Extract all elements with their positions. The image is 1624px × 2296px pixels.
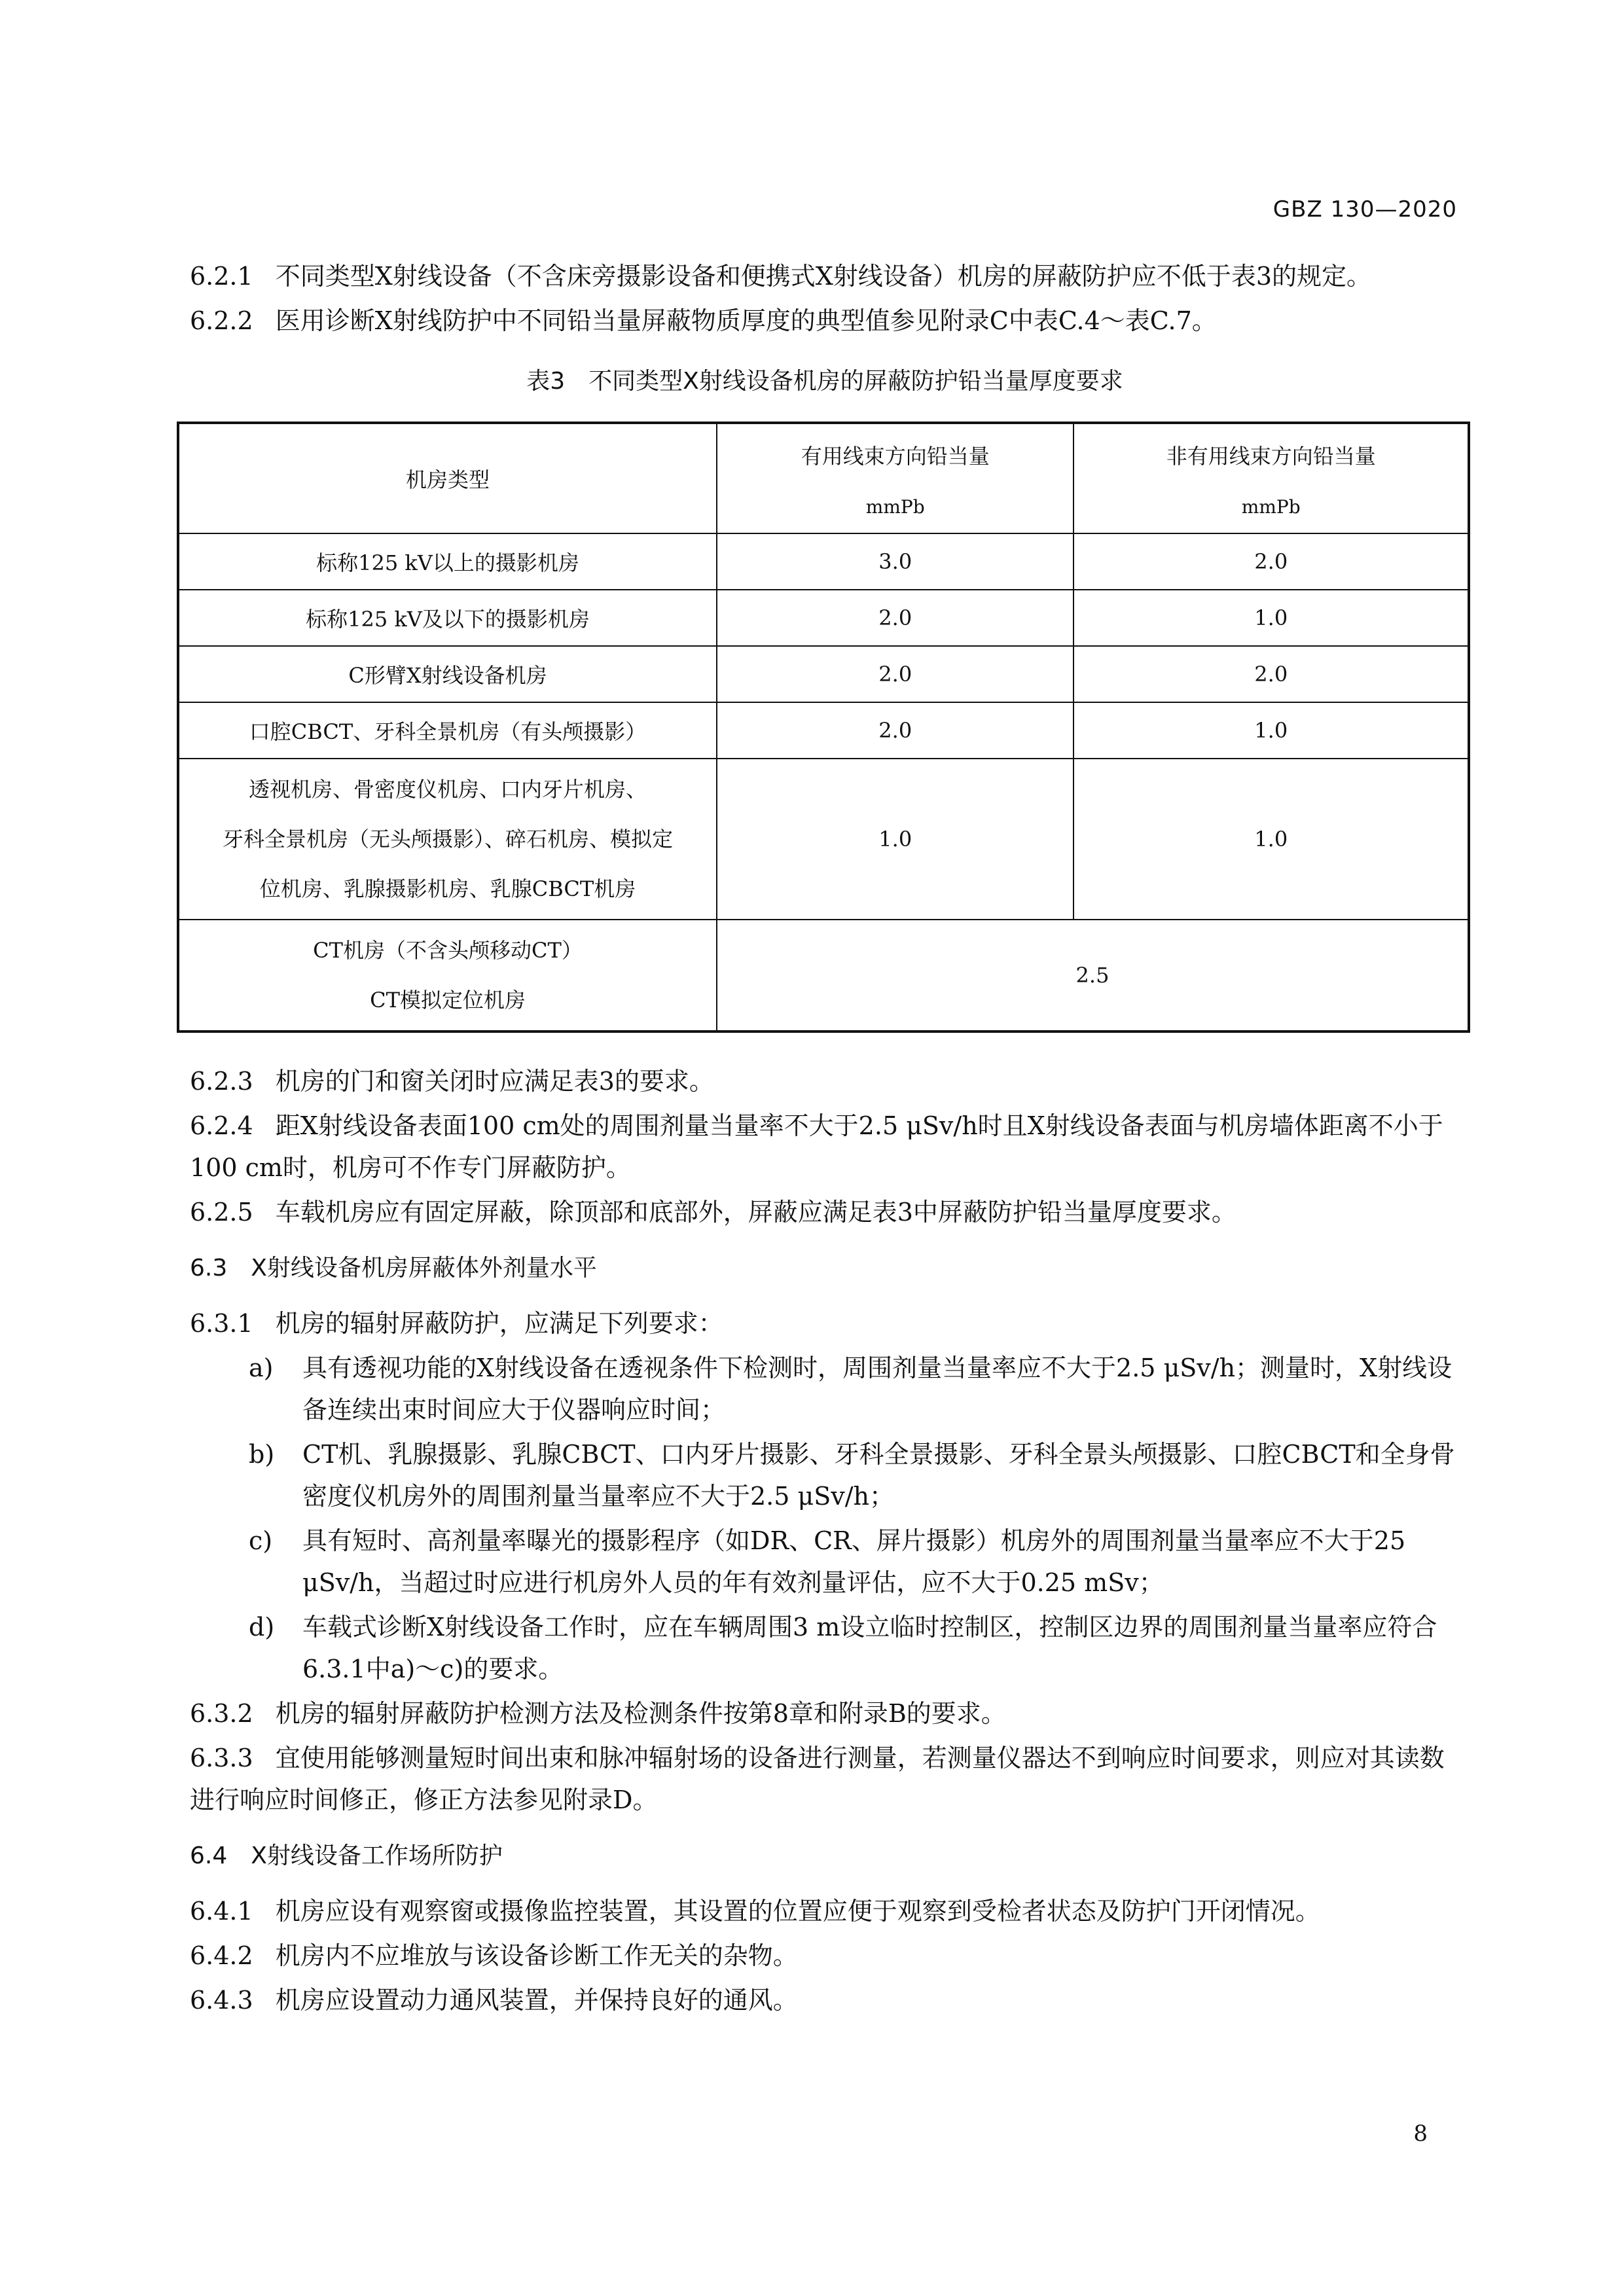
clause-6-4-2 bbox=[190, 1935, 1460, 1977]
table-header-row bbox=[178, 423, 1469, 533]
useful-value-cell: 2.0 bbox=[717, 646, 1074, 702]
list-item-text: 具有短时、高剂量率曝光的摄影程序（如DR、CR、屏片摄影）机房外的周围剂量当量率应不大于25 μSv/h，当超过时应进行机房外人员的年有效剂量评估，应不大于0.25 mSv； bbox=[302, 1526, 1406, 1597]
list-item bbox=[249, 1347, 1460, 1431]
table-row bbox=[178, 533, 1469, 590]
clause-number: 6.3.3 bbox=[190, 1744, 253, 1772]
clause-number: 6.2.4 bbox=[190, 1111, 253, 1140]
list-marker: d) bbox=[249, 1613, 275, 1641]
room-type-cell bbox=[178, 759, 717, 920]
header-useful-beam bbox=[717, 423, 1074, 533]
non-useful-value-cell: 1.0 bbox=[1074, 759, 1469, 920]
list-marker: a) bbox=[249, 1354, 274, 1382]
lead-equivalent-table bbox=[177, 422, 1470, 1033]
clause-number: 6.4.2 bbox=[190, 1941, 253, 1970]
clause-text: 机房的门和窗关闭时应满足表3的要求。 bbox=[275, 1067, 714, 1096]
list-item-text: 具有透视功能的X射线设备在透视条件下检测时，周围剂量当量率应不大于2.5 μSv/h；测量时，X射线设备连续出束时间应大于仪器响应时间； bbox=[302, 1354, 1453, 1424]
table-row bbox=[178, 759, 1469, 920]
page-number: 8 bbox=[1413, 2121, 1428, 2147]
header-unit: mmPb bbox=[1241, 495, 1301, 518]
table-row bbox=[178, 702, 1469, 759]
clause-6-2-2 bbox=[190, 300, 1460, 342]
non-useful-value-cell: 1.0 bbox=[1074, 702, 1469, 759]
clause-6-4-1 bbox=[190, 1890, 1460, 1932]
list-item-text: 车载式诊断X射线设备工作时，应在车辆周围3 m设立临时控制区，控制区边界的周围剂量当量率应符合6.3.1中a)～c)的要求。 bbox=[302, 1613, 1437, 1683]
clause-number: 6.2.1 bbox=[190, 262, 253, 291]
clause-text: 医用诊断X射线防护中不同铅当量屏蔽物质厚度的典型值参见附录C中表C.4～表C.7。 bbox=[275, 306, 1217, 335]
clause-number: 6.2.3 bbox=[190, 1067, 253, 1096]
clause-6-3-2 bbox=[190, 1693, 1460, 1734]
clause-6-3-3 bbox=[190, 1737, 1460, 1821]
header-room-type: 机房类型 bbox=[178, 423, 717, 533]
useful-value-cell: 1.0 bbox=[717, 759, 1074, 920]
clause-6-2-1 bbox=[190, 255, 1460, 297]
clause-text: 机房应设置动力通风装置，并保持良好的通风。 bbox=[275, 1986, 798, 2015]
page-content bbox=[190, 255, 1460, 2024]
clause-text: 距X射线设备表面100 cm处的周围剂量当量率不大于2.5 μSv/h时且X射线设备表面与机房墙体距离不小于100 cm时，机房可不作专门屏蔽防护。 bbox=[190, 1111, 1443, 1182]
clause-number: 6.3.1 bbox=[190, 1309, 253, 1338]
standard-number-header: GBZ 130—2020 bbox=[1272, 196, 1457, 223]
clause-text: 车载机房应有固定屏蔽，除顶部和底部外，屏蔽应满足表3中屏蔽防护铅当量厚度要求。 bbox=[275, 1198, 1236, 1227]
header-non-useful-beam-label: 非有用线束方向铅当量 bbox=[1166, 443, 1376, 469]
clause-text: 机房应设有观察窗或摄像监控装置，其设置的位置应便于观察到受检者状态及防护门开闭情况。 bbox=[275, 1897, 1320, 1926]
header-useful-beam-label: 有用线束方向铅当量 bbox=[801, 443, 990, 469]
list-item bbox=[249, 1520, 1460, 1604]
room-type-line: 位机房、乳腺摄影机房、乳腺CBCT机房 bbox=[259, 876, 636, 901]
list-marker: c) bbox=[249, 1526, 273, 1555]
clause-text: 机房的辐射屏蔽防护，应满足下列要求： bbox=[275, 1309, 723, 1338]
room-type-line: CT模拟定位机房 bbox=[370, 988, 526, 1013]
clause-text: 机房内不应堆放与该设备诊断工作无关的杂物。 bbox=[275, 1941, 798, 1970]
header-unit: mmPb bbox=[865, 495, 925, 518]
table-row bbox=[178, 646, 1469, 702]
clause-text: 不同类型X射线设备（不含床旁摄影设备和便携式X射线设备）机房的屏蔽防护应不低于表3的规定。 bbox=[275, 262, 1371, 291]
non-useful-value-cell: 2.0 bbox=[1074, 533, 1469, 590]
table-row bbox=[178, 590, 1469, 646]
useful-value-cell: 3.0 bbox=[717, 533, 1074, 590]
room-type-cell: 标称125 kV以上的摄影机房 bbox=[178, 533, 717, 590]
useful-value-cell: 2.0 bbox=[717, 702, 1074, 759]
clause-number: 6.2.2 bbox=[190, 306, 253, 335]
clause-number: 6.4.3 bbox=[190, 1986, 253, 2015]
room-type-line: 透视机房、骨密度仪机房、口内牙片机房、 bbox=[248, 777, 647, 802]
clause-6-2-3 bbox=[190, 1060, 1460, 1102]
clause-number: 6.2.5 bbox=[190, 1198, 253, 1227]
room-type-cell: 口腔CBCT、牙科全景机房（有头颅摄影） bbox=[178, 702, 717, 759]
non-useful-value-cell: 1.0 bbox=[1074, 590, 1469, 646]
list-item bbox=[249, 1433, 1460, 1517]
list-item-text: CT机、乳腺摄影、乳腺CBCT、口内牙片摄影、牙科全景摄影、牙科全景头颅摄影、口腔CBCT和全身骨密度仪机房外的周围剂量当量率应不大于2.5 μSv/h； bbox=[302, 1440, 1455, 1511]
clause-6-2-5 bbox=[190, 1191, 1460, 1233]
requirement-list bbox=[249, 1347, 1460, 1690]
clause-6-4-3 bbox=[190, 1979, 1460, 2021]
clause-number: 6.4.1 bbox=[190, 1897, 253, 1926]
room-type-cell: 标称125 kV及以下的摄影机房 bbox=[178, 590, 717, 646]
list-marker: b) bbox=[249, 1440, 275, 1469]
list-item bbox=[249, 1606, 1460, 1690]
clause-text: 宜使用能够测量短时间出束和脉冲辐射场的设备进行测量，若测量仪器达不到响应时间要求，则应对其读数进行响应时间修正，修正方法参见附录D。 bbox=[190, 1744, 1445, 1814]
clause-number: 6.3.2 bbox=[190, 1699, 253, 1728]
clause-6-3-1 bbox=[190, 1302, 1460, 1344]
room-type-line: 牙科全景机房（无头颅摄影）、碎石机房、模拟定 bbox=[222, 827, 673, 852]
clause-6-2-4 bbox=[190, 1105, 1460, 1189]
section-heading-6-3: 6.3 X射线设备机房屏蔽体外剂量水平 bbox=[190, 1255, 597, 1282]
room-type-cell: C形臂X射线设备机房 bbox=[178, 646, 717, 702]
useful-value-cell: 2.0 bbox=[717, 590, 1074, 646]
merged-value-cell: 2.5 bbox=[717, 920, 1469, 1031]
table-caption: 表3 不同类型X射线设备机房的屏蔽防护铅当量厚度要求 bbox=[526, 368, 1123, 395]
clause-text: 机房的辐射屏蔽防护检测方法及检测条件按第8章和附录B的要求。 bbox=[275, 1699, 1006, 1728]
room-type-line: CT机房（不含头颅移动CT） bbox=[313, 938, 583, 963]
room-type-cell bbox=[178, 920, 717, 1031]
header-non-useful-beam bbox=[1074, 423, 1469, 533]
section-heading-6-4: 6.4 X射线设备工作场所防护 bbox=[190, 1842, 503, 1869]
table-row bbox=[178, 920, 1469, 1031]
non-useful-value-cell: 2.0 bbox=[1074, 646, 1469, 702]
